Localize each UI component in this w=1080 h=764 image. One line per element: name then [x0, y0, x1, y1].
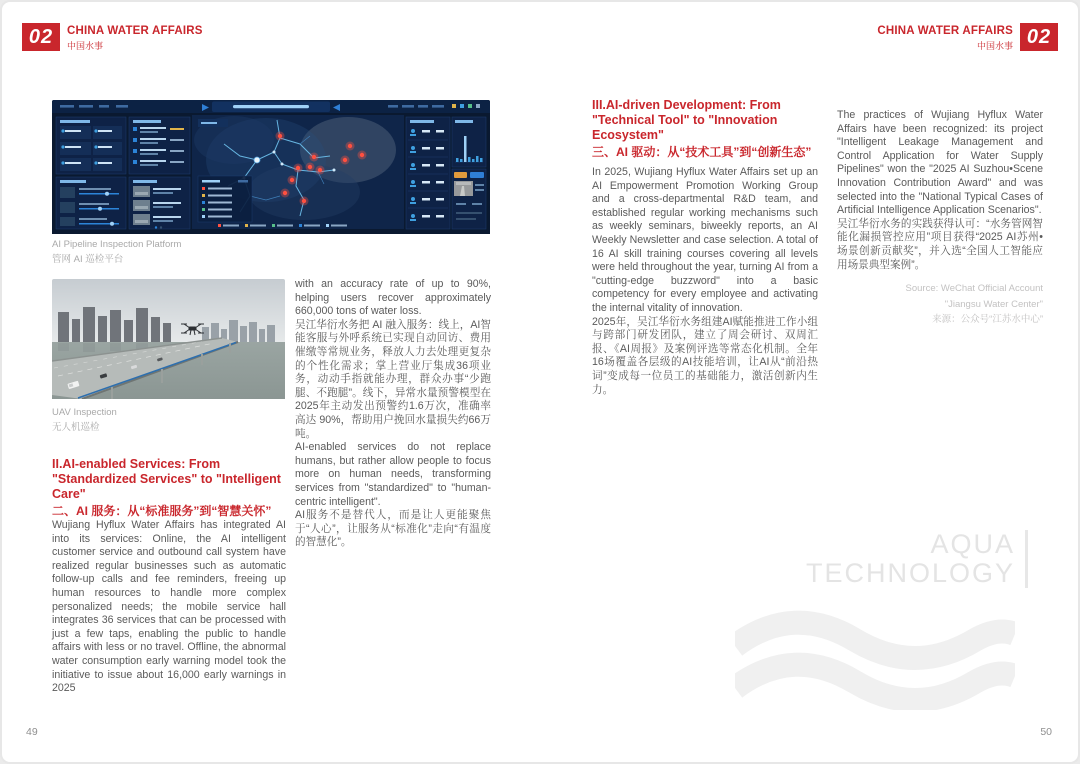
page-number-left: 49	[26, 726, 38, 738]
uav-caption	[52, 405, 117, 435]
source-line-2: "Jiangsu Water Center"	[944, 298, 1043, 310]
uav-inspection-photo	[52, 279, 285, 404]
page-number-right: 50	[1040, 726, 1052, 738]
aqua-technology-watermark	[806, 530, 1028, 588]
section-2-paragraph-en: Wujiang Hyflux Water Affairs has integrated AI into its services: Online, the AI intelligent customer service and outbound call system have realized regular businesses such as automatic follow-up calls and fee reminders, freeing up human resources to handle more complex personalized needs; the mobile service hall integrates 36 services that can be processed with just a few taps, enabling the public to handle affairs with less or no travel. Offline, the abnormal water consumption early warning model took the initiative to issue about 16,000 early warnings in 2025	[52, 519, 286, 695]
source-line-1: Source: WeChat Official Account	[905, 283, 1043, 295]
dashboard-caption-en: AI Pipeline Inspection Platform	[52, 239, 182, 250]
section-2-heading-en: II.AI-enabled Services: From "Standardized Services" to "Intelligent Care"	[52, 457, 281, 501]
column-2	[295, 278, 491, 550]
brand-right	[877, 23, 1058, 52]
magazine-title-zh: 中国水事	[67, 41, 104, 51]
section-2-continuation-zh: 吴江华衍水务把 AI 融入服务：线上，AI智能客服与外呼系统已实现自动回访、费用催缴等常规业务，释放人力去处理更复杂的个性化需求；掌上营业厅集成36项业务，动动手指就能办理，群众办事“少跑腿、不跑腿”。线下，异常水量预警模型在2025年主动发出预警约1.6万次，准确率高达 90%，帮助用户挽回水量损失约66万吨。	[295, 318, 491, 440]
section-2-continuation-en: with an accuracy rate of up to 90%, helping users recover approximately 660,000 tons of water loss.	[295, 278, 491, 318]
watermark-line-2: TECHNOLOGY	[805, 558, 1015, 588]
watermark-divider-bar	[1025, 530, 1028, 588]
section-2-heading	[52, 457, 290, 519]
magazine-title: CHINA WATER AFFAIRS	[877, 25, 1013, 37]
section-3-body-column	[592, 166, 818, 397]
section-2-closing-zh: AI服务不是替代人，而是让人更能聚焦于“人心”，让服务从“标准化”走向“有温度的智慧化”。	[295, 509, 491, 549]
recognition-paragraph-zh: 吴江华衍水务的实践获得认可：“水务管网智能化漏损管控应用”项目获得“2025 AI苏州•场景创新贡献奖”，并入选“全国人工智能应用场景典型案例”。	[837, 217, 1043, 271]
uav-caption-en: UAV Inspection	[52, 407, 117, 418]
section-3-paragraph-en: In 2025, Wujiang Hyflux Water Affairs set up an AI Empowerment Promotion Working Group and a cross-departmental R&D team, and established regular working mechanisms such as weekly seminars, biweekly reports, an AI Weekly Newsletter and case selection. A total of 16 AI skill training courses covering all levels were held throughout the year, turning AI from a "cutting-edge buzzword" into a basic competency for every employee and activating the internal vitality of innovation.	[592, 166, 818, 314]
section-3-heading-zh: 三、AI 驱动：从“技术工具”到“创新生态”	[592, 145, 812, 159]
section-3-paragraph-zh: 2025年，吴江华衍水务组建AI赋能推进工作小组与跨部门研发团队，建立了周会研讨、双周汇报、《AI周报》及案例评选等常态化机制。全年16场覆盖各层级的AI技能培训，让AI从“前沿热词”变成每一位员工的基础能力，激活创新内生力。	[592, 315, 818, 396]
uav-caption-zh: 无人机巡检	[52, 422, 100, 433]
source-line-3: 来源：公众号“江苏水中心”	[932, 314, 1043, 326]
wave-logo-watermark	[735, 610, 1015, 715]
ai-pipeline-dashboard-image	[52, 100, 490, 239]
dashboard-caption	[52, 237, 181, 267]
section-3-heading-en: III.AI-driven Development: From "Technical Tool" to "Innovation Ecosystem"	[592, 98, 781, 142]
section-3-heading	[592, 98, 820, 160]
source-attribution	[837, 281, 1043, 328]
brand-left	[22, 23, 203, 52]
section-2-closing-en: AI-enabled services do not replace humans, but rather allow people to focus more on human needs, transforming services from "standardized" to "human-centric intelligent".	[295, 441, 491, 508]
watermark-line-1: AQUA	[930, 529, 1015, 559]
section-2-body-column	[52, 519, 286, 696]
recognition-paragraph-en: The practices of Wujiang Hyflux Water Affairs have been recognized: its project "Intelligent Leakage Management and Control Application for Water Supply Pipelines" won the "2025 AI Suzhou•Scene Innovation Contribution Award" and was selected into the "National Typical Cases of Artificial Intelligence Application Scenarios".	[837, 109, 1043, 217]
magazine-title-zh: 中国水事	[976, 41, 1013, 51]
section-2-heading-zh: 二、AI 服务：从“标准服务”到“智慧关怀”	[52, 504, 272, 518]
column-4	[837, 109, 1043, 328]
issue-number-badge: 02	[1020, 23, 1058, 51]
dashboard-caption-zh: 管网 AI 巡检平台	[52, 254, 124, 265]
issue-number-badge: 02	[22, 23, 60, 51]
magazine-title: CHINA WATER AFFAIRS	[67, 25, 203, 37]
